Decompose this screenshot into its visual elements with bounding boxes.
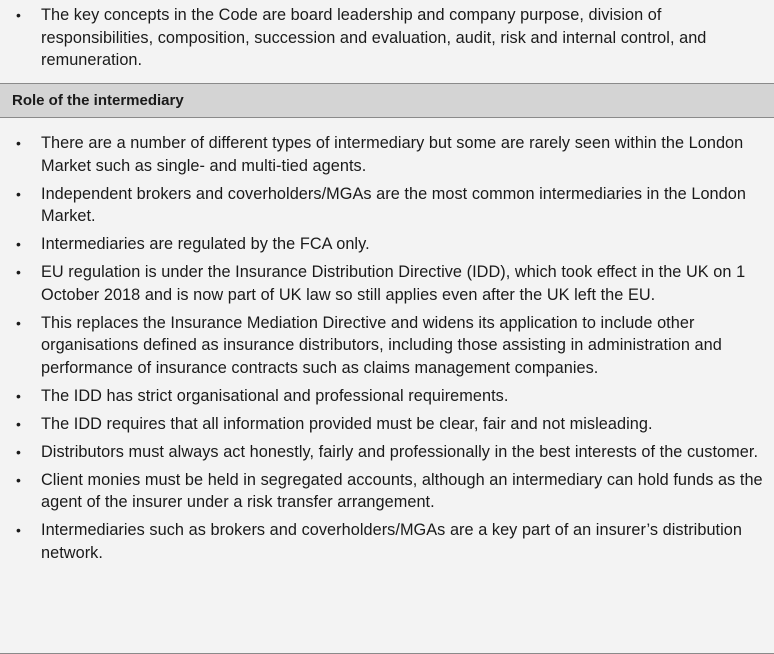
list-item — [0, 4, 774, 72]
list-item-text: Distributors must always act honestly, fairly and professionally in the best interests of the customer. — [41, 442, 759, 461]
bullet-icon: • — [16, 236, 21, 252]
list-item — [0, 132, 774, 177]
top-bullet-list — [0, 4, 774, 72]
list-item-text: Client monies must be held in segregated accounts, although an intermediary can hold funds as the agent of the insurer under a risk transfer arrangement. — [41, 470, 763, 511]
bullet-icon: • — [16, 185, 21, 202]
list-item-text: There are a number of different types of intermediary but some are rarely seen within the London Market such as single- and multi-tied agents. — [41, 134, 744, 175]
list-item — [0, 441, 774, 464]
bullet-icon: • — [16, 471, 21, 488]
bullet-icon: • — [16, 7, 21, 23]
bullet-icon: • — [16, 314, 21, 331]
list-item-text: This replaces the Insurance Mediation Directive and widens its application to include other organisations defined as insurance distributors, including those assisting in administration and performance of insurance contracts such as claims management companies. — [41, 313, 722, 377]
bullet-list — [0, 132, 774, 564]
bullet-icon: • — [16, 522, 21, 538]
list-item — [0, 261, 774, 306]
section-body — [0, 118, 774, 654]
list-item-text: The IDD has strict organisational and professional requirements. — [41, 386, 509, 405]
list-item-text: EU regulation is under the Insurance Distribution Directive (IDD), which took effect in the UK on 1 October 2018 and is now part of UK law so still applies even after the UK left the EU. — [41, 263, 746, 304]
list-item — [0, 312, 774, 380]
list-item-text: Intermediaries such as brokers and coverholders/MGAs are a key part of an insurer’s distribution network. — [41, 521, 742, 562]
bullet-icon: • — [16, 415, 21, 432]
list-item — [0, 385, 774, 408]
bullet-icon: • — [16, 264, 21, 280]
previous-section-continuation — [0, 0, 774, 84]
bullet-icon: • — [16, 135, 21, 151]
list-item-text: Intermediaries are regulated by the FCA only. — [41, 235, 370, 253]
section-heading: Role of the intermediary — [0, 84, 774, 118]
list-item-text: The IDD requires that all information provided must be clear, fair and not misleading. — [41, 414, 653, 433]
bullet-icon: • — [16, 387, 21, 404]
list-item — [0, 519, 774, 564]
bullet-icon: • — [16, 443, 21, 460]
list-item-text: Independent brokers and coverholders/MGAs are the most common intermediaries in the London Market. — [41, 184, 746, 225]
list-item — [0, 413, 774, 436]
list-item-text: The key concepts in the Code are board leadership and company purpose, division of responsibilities, composition, succession and evaluation, audit, risk and internal control, and remuneration. — [41, 6, 707, 69]
list-item — [0, 233, 774, 256]
list-item — [0, 469, 774, 514]
list-item — [0, 183, 774, 228]
